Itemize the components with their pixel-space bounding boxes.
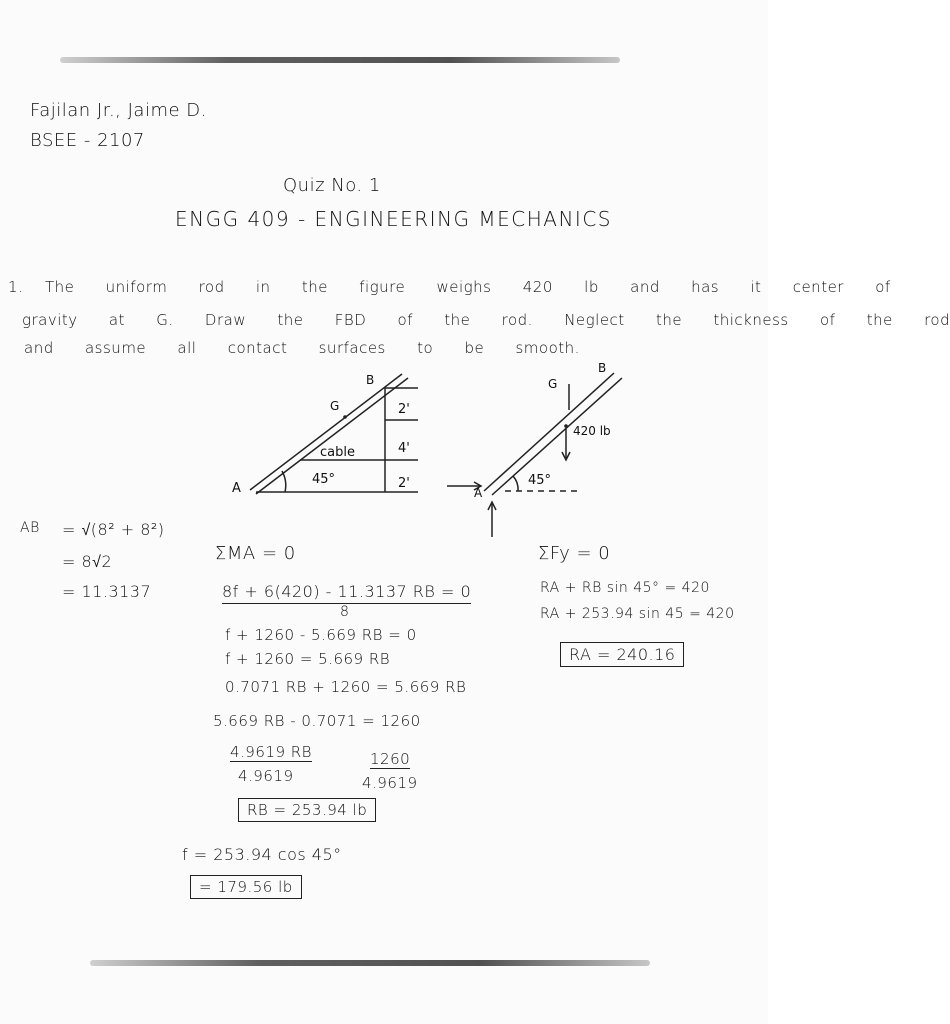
fig2-label-weight: 420 lb: [573, 424, 611, 438]
problem-line-2: gravity at G. Draw the FBD of the rod. Neglect the thickness of the rod: [22, 311, 950, 329]
fbd-cg-dot: [564, 424, 568, 428]
sum-ma-line-2: f + 1260 - 5.669 RB = 0: [225, 626, 417, 644]
sum-fy-line-2: RA + 253.94 sin 45 = 420: [540, 606, 735, 622]
rb-frac-num-right: 1260: [370, 750, 411, 768]
ab-eq-3: = 11.3137: [62, 582, 152, 601]
sum-ma-line-4: 0.7071 RB + 1260 = 5.669 RB: [225, 678, 467, 696]
fig2-label-a: A: [474, 486, 483, 500]
fig1-label-angle: 45°: [312, 472, 336, 487]
student-section: BSEE - 2107: [30, 130, 145, 151]
ab-eq-2: = 8√2: [62, 552, 113, 571]
fig1-dim-bottom: 2': [398, 476, 410, 491]
sum-ma-line-5: 5.669 RB - 0.7071 = 1260: [213, 712, 421, 730]
quiz-title: Quiz No. 1: [283, 175, 381, 196]
fbd-angle-arc: [513, 476, 518, 491]
result-ra: RA = 240.16: [560, 642, 684, 667]
sum-fy-line-1: RA + RB sin 45° = 420: [540, 580, 710, 596]
problem-line-1: The uniform rod in the figure weighs 420 lb and has it center of: [45, 278, 891, 296]
student-name: Fajilan Jr., Jaime D.: [30, 100, 207, 121]
fig2-label-angle: 45°: [528, 473, 552, 488]
fig1-dim-mid: 4': [398, 441, 410, 456]
rb-frac-num-left: 4.9619 RB: [230, 743, 312, 761]
rb-frac-den-left: 4.9619: [238, 767, 294, 785]
fig1-label-cable: cable: [320, 445, 355, 460]
result-rb: RB = 253.94 lb: [238, 798, 376, 822]
sum-ma-line-3: f + 1260 = 5.669 RB: [225, 650, 391, 668]
ab-lhs: AB: [20, 520, 40, 536]
problem-line-3: and assume all contact surfaces to be smooth.: [24, 339, 580, 357]
fig1-label-g: G: [330, 399, 340, 413]
rb-frac-den-right: 4.9619: [362, 774, 418, 792]
sum-ma-heading: ΣMA = 0: [215, 543, 296, 564]
problem-number: 1.: [8, 278, 24, 296]
result-f: = 179.56 lb: [190, 875, 302, 899]
sum-ma-line-1: 8f + 6(420) - 11.3137 RB = 0: [222, 582, 471, 604]
course-title: ENGG 409 - ENGINEERING MECHANICS: [175, 207, 612, 231]
fig1-dim-top: 2': [398, 402, 410, 417]
fig1-label-a: A: [232, 481, 241, 496]
sum-ma-line-1-den: 8: [340, 604, 350, 620]
fig1-label-b: B: [366, 373, 375, 387]
fig2-label-g: G: [548, 377, 558, 391]
ab-eq-1: = √(8² + 8²): [62, 520, 165, 539]
fig2-label-b: B: [598, 361, 607, 375]
f-equation: f = 253.94 cos 45°: [182, 845, 342, 864]
sum-fy-heading: ΣFy = 0: [538, 543, 611, 564]
